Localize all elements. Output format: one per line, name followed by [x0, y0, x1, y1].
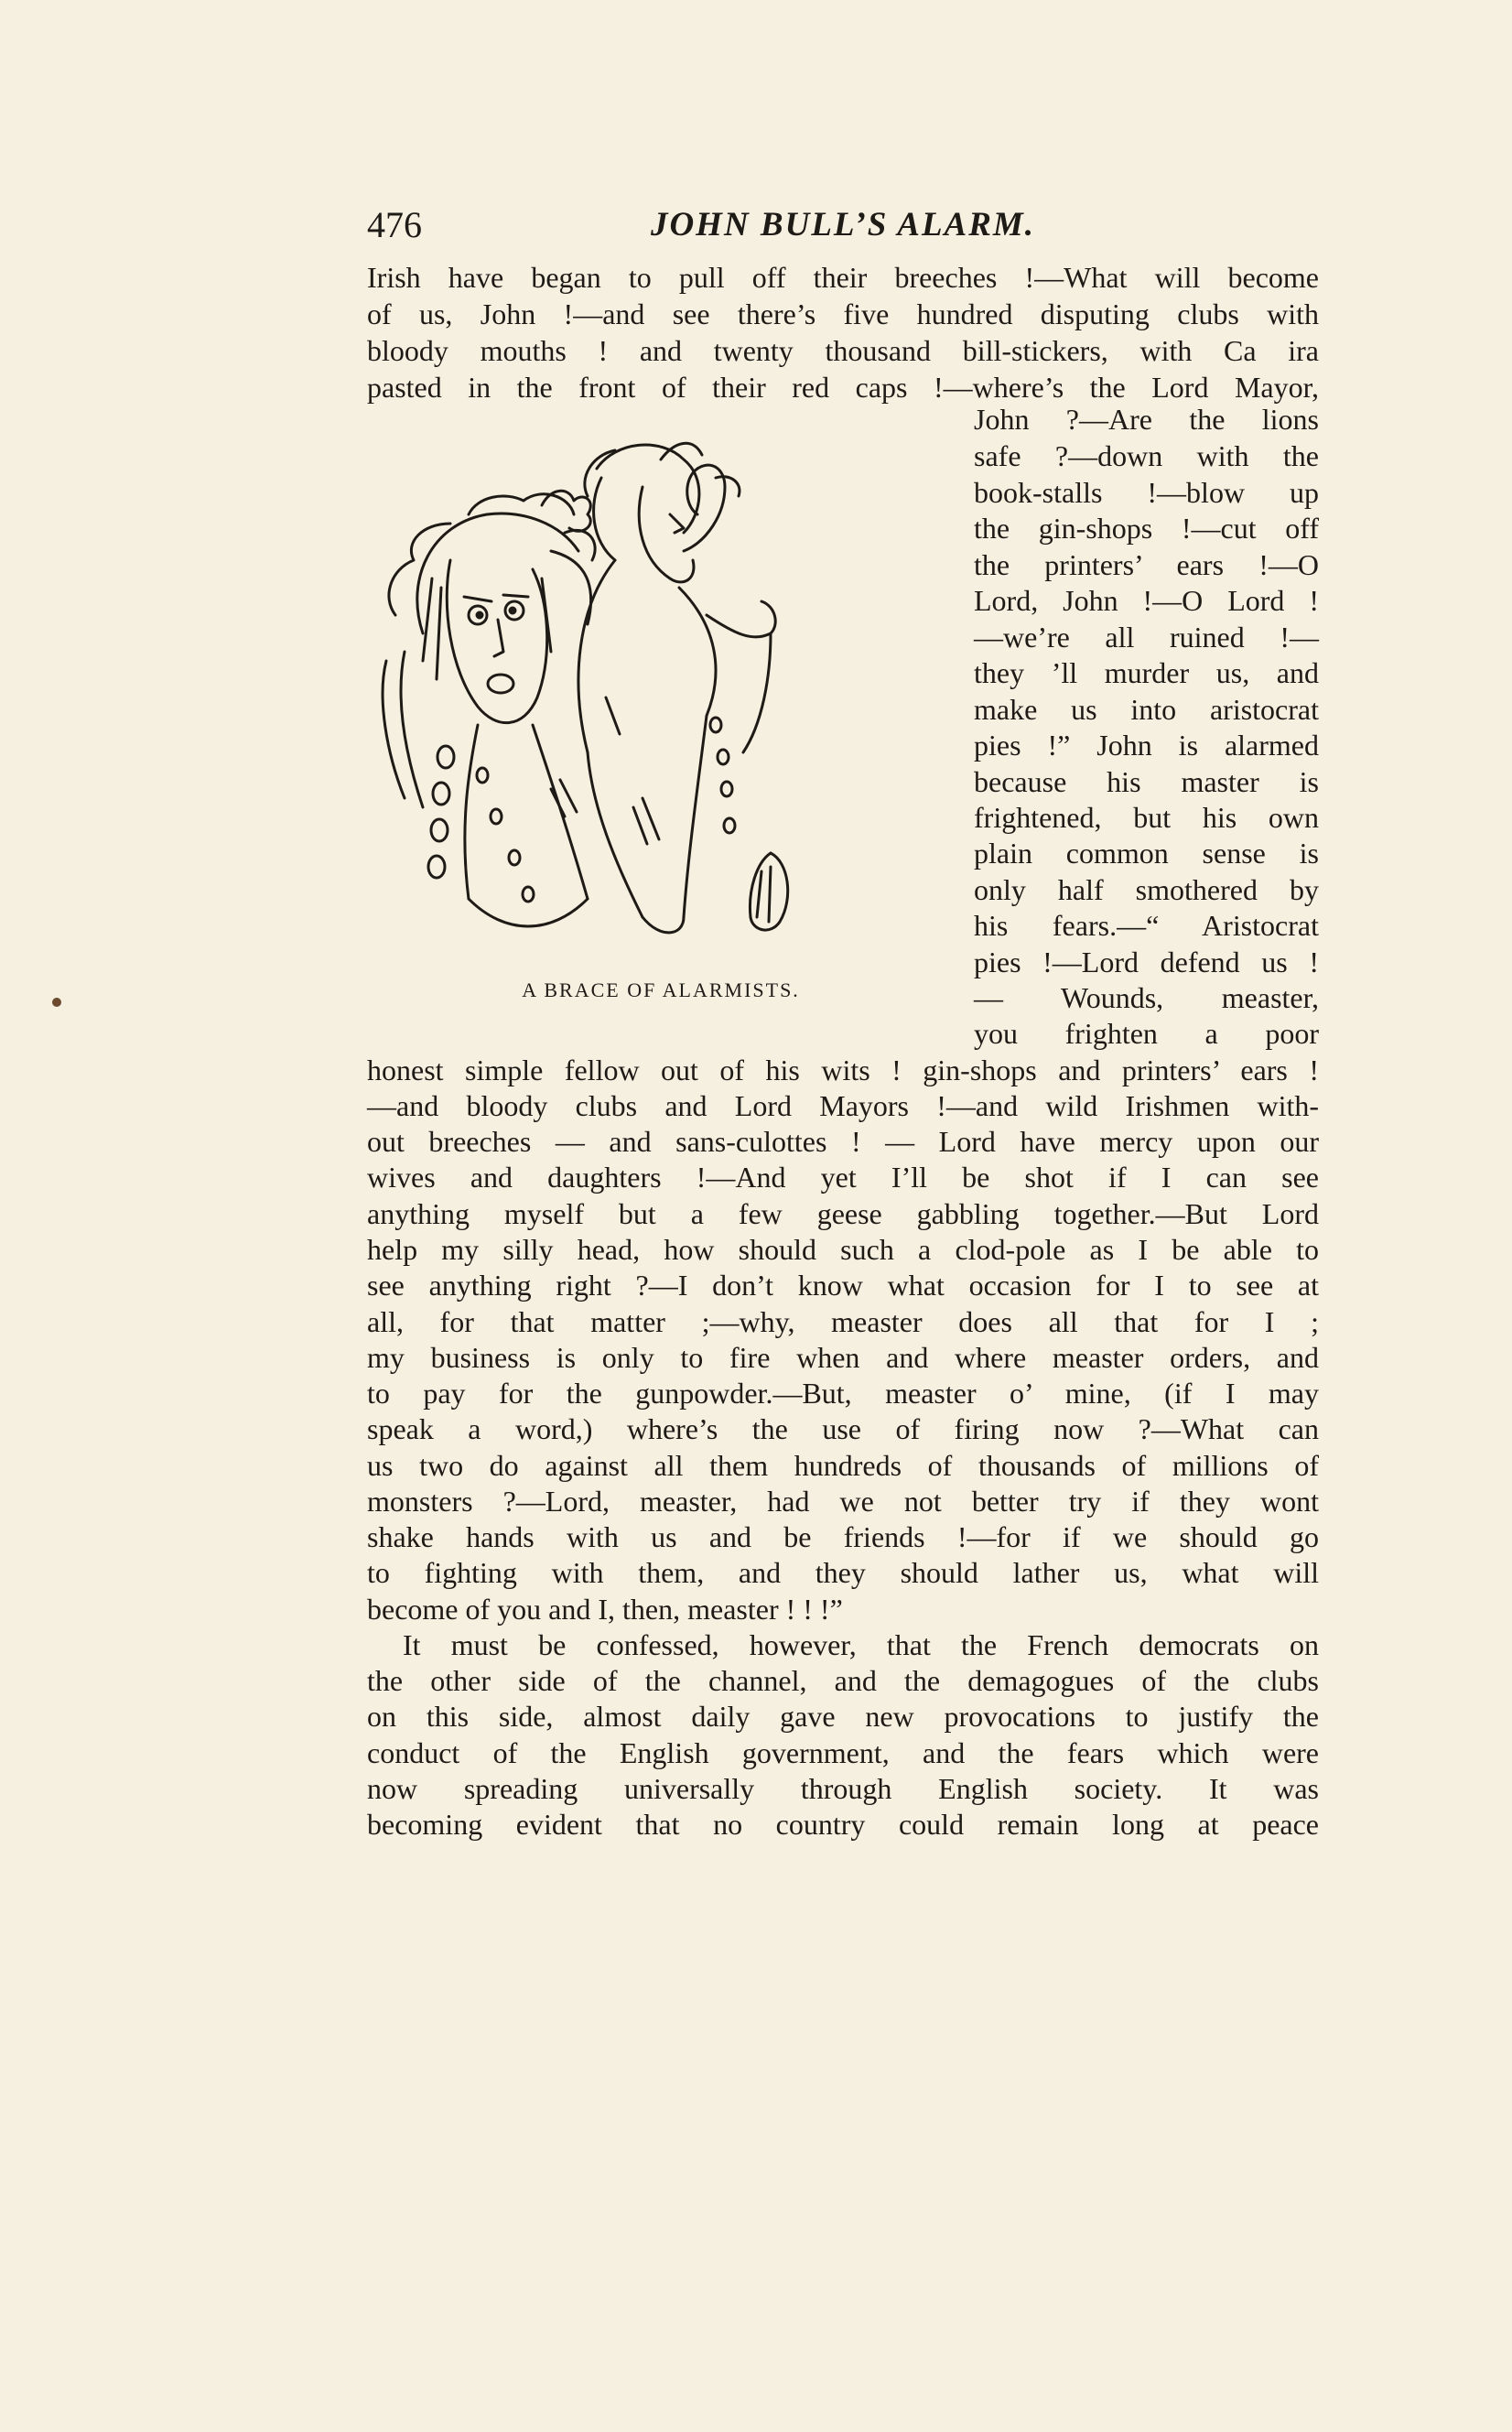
body-line: because his master is [974, 765, 1319, 798]
body-line: pasted in the front of their red caps !—where’s the Lord Mayor, [367, 371, 1319, 404]
illustration-brace-of-alarmists [368, 423, 844, 972]
body-line: see anything right ?—I don’t know what occasion for I to see at [367, 1269, 1319, 1302]
body-line: to fighting with them, and they should lather us, what will [367, 1556, 1319, 1589]
body-line: —and bloody clubs and Lord Mayors !—and wild Irishmen with- [367, 1089, 1319, 1122]
body-line: — Wounds, measter, [974, 981, 1319, 1014]
body-line: of us, John !—and see there’s five hundred disputing clubs with [367, 297, 1319, 330]
body-line: pies !” John is alarmed [974, 729, 1319, 762]
figure-caption: A BRACE OF ALARMISTS. [522, 978, 800, 1001]
margin-ink-dot [52, 998, 61, 1007]
body-line: become of you and I, then, measter ! ! !” [367, 1593, 843, 1626]
body-line: my business is only to fire when and where measter orders, and [367, 1341, 1319, 1374]
body-line: to pay for the gunpowder.—But, measter o’ mine, (if I may [367, 1377, 1319, 1410]
body-line: monsters ?—Lord, measter, had we not better try if they wont [367, 1485, 1319, 1518]
body-line: on this side, almost daily gave new provocations to justify the [367, 1700, 1319, 1733]
body-line: book-stalls !—blow up [974, 476, 1319, 509]
body-line: make us into aristocrat [974, 693, 1319, 726]
body-line: you frighten a poor [974, 1017, 1319, 1050]
running-title: JOHN BULL’S ALARM. [650, 206, 1036, 243]
body-line: the gin-shops !—cut off [974, 512, 1319, 545]
body-line: conduct of the English government, and the fears which were [367, 1736, 1319, 1769]
body-line: they ’ll murder us, and [974, 656, 1319, 689]
body-line: all, for that matter ;—why, measter does all that for I ; [367, 1305, 1319, 1338]
body-line: —we’re all ruined !— [974, 621, 1319, 654]
body-line: It must be confessed, however, that the French democrats on [403, 1628, 1319, 1661]
body-line: Lord, John !—O Lord ! [974, 584, 1319, 617]
body-line: safe ?—down with the [974, 439, 1319, 472]
body-line: shake hands with us and be friends !—for if we should go [367, 1520, 1319, 1553]
body-line: frightened, but his own [974, 801, 1319, 834]
body-line: now spreading universally through English society. It was [367, 1772, 1319, 1805]
body-line: us two do against all them hundreds of thousands of millions of [367, 1449, 1319, 1482]
page-header [367, 200, 1319, 251]
body-line: only half smothered by [974, 873, 1319, 906]
body-line: help my silly head, how should such a clod-pole as I be able to [367, 1233, 1319, 1266]
body-line: wives and daughters !—And yet I’ll be shot if I can see [367, 1161, 1319, 1194]
body-line: John ?—Are the lions [974, 403, 1319, 436]
body-line: out breeches — and sans-culottes ! — Lord have mercy upon our [367, 1125, 1319, 1158]
body-line: the other side of the channel, and the demagogues of the clubs [367, 1664, 1319, 1697]
body-line: pies !—Lord defend us ! [974, 946, 1319, 978]
body-line: speak a word,) where’s the use of firing now ?—What can [367, 1412, 1319, 1445]
body-line: anything myself but a few geese gabbling together.—But Lord [367, 1197, 1319, 1230]
body-line: the printers’ ears !—O [974, 548, 1319, 581]
body-line: plain common sense is [974, 837, 1319, 870]
body-line: honest simple fellow out of his wits ! gin-shops and printers’ ears ! [367, 1054, 1319, 1086]
body-line: Irish have began to pull off their breeches !—What will become [367, 261, 1319, 294]
body-line: his fears.—“ Aristocrat [974, 909, 1319, 942]
body-line: bloody mouths ! and twenty thousand bill-stickers, with Ca ira [367, 334, 1319, 367]
body-line: becoming evident that no country could remain long at peace [367, 1808, 1319, 1841]
page-number: 476 [367, 204, 422, 245]
